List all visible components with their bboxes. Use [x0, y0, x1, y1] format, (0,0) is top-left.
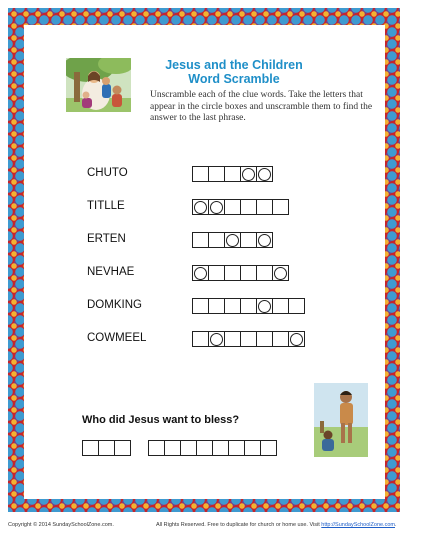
- circled-letter-box[interactable]: [208, 331, 225, 347]
- answer-box-row: [192, 298, 304, 314]
- circle-marker: [210, 333, 223, 346]
- jesus-with-children-illustration: [66, 58, 131, 112]
- children-illustration: [314, 383, 368, 457]
- clue-word: DOMKING: [87, 299, 142, 311]
- answer-letter-box[interactable]: [196, 440, 213, 456]
- answer-letter-box[interactable]: [180, 440, 197, 456]
- letter-box[interactable]: [224, 331, 241, 347]
- circle-marker: [258, 300, 271, 313]
- letter-box[interactable]: [224, 298, 241, 314]
- answer-letter-box[interactable]: [260, 440, 277, 456]
- circled-letter-box[interactable]: [256, 166, 273, 182]
- letter-box[interactable]: [272, 298, 289, 314]
- circled-letter-box[interactable]: [256, 232, 273, 248]
- circle-marker: [258, 234, 271, 247]
- circled-letter-box[interactable]: [192, 265, 209, 281]
- clue-word: TITLLE: [87, 200, 125, 212]
- letter-box[interactable]: [192, 166, 209, 182]
- circled-letter-box[interactable]: [224, 232, 241, 248]
- circle-marker: [194, 201, 207, 214]
- circle-marker: [290, 333, 303, 346]
- circle-marker: [194, 267, 207, 280]
- answer-letter-box[interactable]: [98, 440, 115, 456]
- answer-letter-box[interactable]: [82, 440, 99, 456]
- title-line-2: Word Scramble: [188, 72, 280, 86]
- letter-box[interactable]: [240, 331, 257, 347]
- answer-letter-box[interactable]: [164, 440, 181, 456]
- worksheet-page: [24, 25, 385, 499]
- circled-letter-box[interactable]: [240, 166, 257, 182]
- answer-box-row: [192, 166, 272, 182]
- answer-letter-box[interactable]: [228, 440, 245, 456]
- final-question: Who did Jesus want to bless?: [82, 414, 240, 426]
- answer-box-row: [192, 232, 272, 248]
- answer-word-group: [82, 440, 130, 456]
- letter-box[interactable]: [224, 166, 241, 182]
- circle-marker: [242, 168, 255, 181]
- circled-letter-box[interactable]: [288, 331, 305, 347]
- circle-marker: [274, 267, 287, 280]
- rights-statement: All Rights Reserved. Free to duplicate for church or home use. Visit: [156, 522, 320, 528]
- letter-box[interactable]: [208, 232, 225, 248]
- letter-box[interactable]: [256, 265, 273, 281]
- answer-letter-box[interactable]: [114, 440, 131, 456]
- letter-box[interactable]: [256, 331, 273, 347]
- circled-letter-box[interactable]: [256, 298, 273, 314]
- letter-box[interactable]: [192, 232, 209, 248]
- letter-box[interactable]: [272, 331, 289, 347]
- letter-box[interactable]: [192, 331, 209, 347]
- circle-marker: [226, 234, 239, 247]
- worksheet-title: [149, 58, 319, 86]
- clue-word: ERTEN: [87, 233, 126, 245]
- instructions-text: Unscramble each of the clue words. Take the letters that appear in the circle boxes and unscramble them to find the answer to the last phrase.: [150, 90, 373, 124]
- answer-letter-box[interactable]: [244, 440, 261, 456]
- letter-box[interactable]: [240, 232, 257, 248]
- circled-letter-box[interactable]: [192, 199, 209, 215]
- clue-word: COWMEEL: [87, 332, 147, 344]
- letter-box[interactable]: [240, 265, 257, 281]
- circle-marker: [210, 201, 223, 214]
- letter-box[interactable]: [208, 265, 225, 281]
- clue-word: CHUTO: [87, 167, 128, 179]
- letter-box[interactable]: [224, 199, 241, 215]
- website-link[interactable]: http://SundaySchoolZone.com: [321, 522, 395, 528]
- rights-text: [156, 522, 397, 528]
- answer-box-row: [192, 265, 288, 281]
- answer-letter-box[interactable]: [212, 440, 229, 456]
- clue-word: NEVHAE: [87, 266, 135, 278]
- letter-box[interactable]: [288, 298, 305, 314]
- letter-box[interactable]: [240, 199, 257, 215]
- answer-letter-box[interactable]: [148, 440, 165, 456]
- letter-box[interactable]: [192, 298, 209, 314]
- letter-box[interactable]: [208, 166, 225, 182]
- letter-box[interactable]: [240, 298, 257, 314]
- answer-box-row: [192, 331, 304, 347]
- title-line-1: Jesus and the Children: [165, 58, 303, 72]
- circled-letter-box[interactable]: [208, 199, 225, 215]
- letter-box[interactable]: [272, 199, 289, 215]
- circled-letter-box[interactable]: [272, 265, 289, 281]
- answer-word-group: [148, 440, 276, 456]
- copyright-text: Copyright © 2014 SundaySchoolZone.com.: [8, 522, 114, 528]
- circle-marker: [258, 168, 271, 181]
- letter-box[interactable]: [224, 265, 241, 281]
- answer-box-row: [192, 199, 288, 215]
- letter-box[interactable]: [256, 199, 273, 215]
- footer-end: .: [394, 522, 397, 528]
- letter-box[interactable]: [208, 298, 225, 314]
